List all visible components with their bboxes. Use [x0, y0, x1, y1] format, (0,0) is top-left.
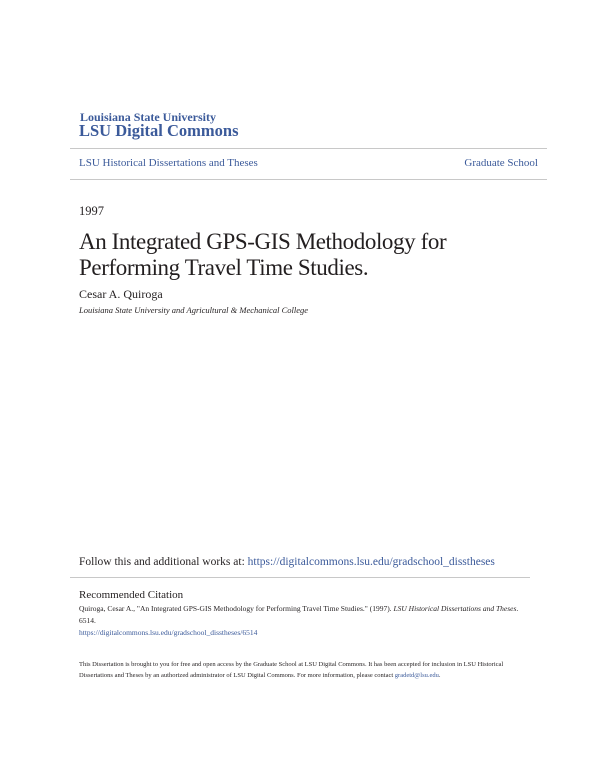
- disclaimer-text: This Dissertation is brought to you for free and open access by the Graduate School at LSU Digital Commons. It has been accepted for inclusion in LSU Historical Dissertations and Theses by an authorized administrator of LSU Digital Commons. For more information, please contact: [79, 661, 504, 679]
- university-name: Louisiana State University: [80, 110, 217, 124]
- disclaimer-block: [79, 659, 527, 681]
- author-affiliation: Louisiana State University and Agricultural & Mechanical College: [79, 305, 309, 315]
- follow-text: Follow this and additional works at:: [79, 556, 248, 568]
- publication-year: 1997: [79, 204, 104, 218]
- author-name: Cesar A. Quiroga: [79, 287, 163, 301]
- collection-link[interactable]: LSU Historical Dissertations and Theses: [79, 157, 258, 169]
- disclaimer-end: .: [438, 672, 441, 679]
- follow-line: [79, 556, 495, 568]
- repository-link[interactable]: LSU Digital Commons: [79, 121, 239, 140]
- document-title: An Integrated GPS-GIS Methodology for Performing Travel Time Studies.: [79, 229, 447, 280]
- divider: [70, 577, 530, 578]
- follow-link[interactable]: https://digitalcommons.lsu.edu/gradschool_disstheses: [247, 556, 495, 568]
- citation-number: . 6514.: [79, 604, 519, 625]
- citation-block: [79, 603, 527, 639]
- citation-link[interactable]: https://digitalcommons.lsu.edu/gradschool_disstheses/6514: [79, 628, 258, 637]
- citation-heading: Recommended Citation: [79, 589, 184, 601]
- contact-email-link[interactable]: gradetd@lsu.edu: [394, 672, 439, 679]
- divider: [70, 148, 547, 149]
- citation-series: LSU Historical Dissertations and Theses: [393, 604, 517, 613]
- divider: [70, 179, 547, 180]
- school-link[interactable]: Graduate School: [464, 157, 538, 169]
- citation-text: Quiroga, Cesar A., "An Integrated GPS-GIS Methodology for Performing Travel Time Studies." (1997).: [79, 604, 394, 613]
